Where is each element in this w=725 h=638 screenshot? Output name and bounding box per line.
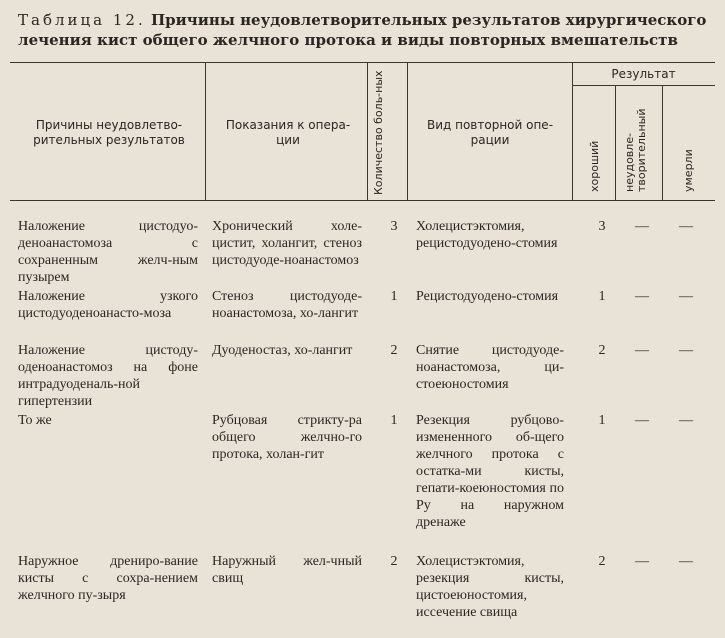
row-5-indication: Наружный жел-чный свищ	[212, 554, 362, 586]
row-5-count: 2	[390, 554, 398, 569]
row-4-died: —	[679, 413, 693, 428]
row-5-intervention: Холецистэктомия, резекция кисты, цистоеюностомия, иссечение свища	[416, 554, 564, 620]
row-5-unsatisfactory: —	[635, 554, 649, 569]
header-divider	[407, 62, 408, 200]
row-2-died: —	[679, 289, 693, 304]
header-died: умерли	[682, 149, 695, 192]
header-intervention: Вид повторной опе-рации	[426, 118, 554, 147]
row-4-indication: Рубцовая стрикту-ра общего желчно-го протока, холан-гит	[212, 413, 362, 462]
table-caption-label: Таблица 12.	[18, 11, 146, 29]
table-top-rule	[10, 62, 715, 63]
header-bottom-rule	[10, 200, 715, 201]
row-1-good: 3	[598, 219, 606, 234]
header-divider	[615, 85, 616, 200]
row-1-count: 3	[390, 219, 398, 234]
row-1-died: —	[679, 219, 693, 234]
row-2-indication: Стеноз цистодуоде-ноанастомоза, хо-лангит	[212, 289, 362, 321]
row-4-intervention: Резекция рубцово-измененного об-щего желчного протока с остатка-ми кисты, гепати-коеюностомия по Ру на наружном дренаже	[416, 413, 564, 530]
row-3-unsatisfactory: —	[635, 343, 649, 358]
header-divider	[572, 62, 573, 200]
row-3-cause: Наложение цистоду-оденоанастомоз на фоне интрадуоденаль-ной гипертензии	[18, 343, 198, 409]
row-5-cause: Наружное дрениро-вание кисты с сохра-нением желчного пу-зыря	[18, 554, 198, 603]
header-divider	[205, 62, 206, 200]
row-3-count: 2	[390, 343, 398, 358]
header-result: Результат	[611, 67, 676, 81]
result-subheader-rule	[572, 85, 715, 86]
row-2-cause: Наложение узкого цистодуоденоанасто-моза	[18, 289, 198, 321]
row-2-unsatisfactory: —	[635, 289, 649, 304]
row-2-good: 1	[598, 289, 606, 304]
header-count: Количество боль-ных	[372, 70, 385, 195]
row-5-good: 2	[598, 554, 606, 569]
row-1-indication: Хронический холе-цистит, холангит, стеноз цистодуоде-ноанастомоз	[212, 219, 362, 268]
header-good: хороший	[588, 140, 601, 192]
row-2-count: 1	[390, 289, 398, 304]
row-4-cause: То же	[18, 413, 52, 428]
header-indication: Показания к опера-ции	[225, 118, 351, 147]
row-4-count: 1	[390, 413, 398, 428]
row-3-indication: Дуоденостаз, хо-лангит	[212, 343, 353, 358]
row-3-intervention: Снятие цистодуоде-ноанастомоза, ци-стоеюностомия	[416, 343, 564, 392]
header-divider	[662, 85, 663, 200]
row-1-cause: Наложение цистодуо-деноанастомоза с сохраненным желч-ным пузырем	[18, 219, 198, 285]
row-4-unsatisfactory: —	[635, 413, 649, 428]
row-1-intervention: Холецистэктомия, рецистодуодено-стомия	[416, 219, 558, 251]
row-5-died: —	[679, 554, 693, 569]
row-3-good: 2	[598, 343, 606, 358]
header-unsatisfactory: неудовле-творительный	[623, 108, 648, 192]
row-4-good: 1	[598, 413, 606, 428]
table-caption-title: Причины неудовлетворительных результатов хирургического лечения кист общего желчного протока и виды повторных вмешательств	[18, 11, 707, 49]
row-1-unsatisfactory: —	[635, 219, 649, 234]
row-3-died: —	[679, 343, 693, 358]
header-cause: Причины неудовлетво-рительных результатов	[33, 118, 185, 147]
header-divider	[367, 62, 368, 200]
table-caption	[18, 10, 708, 50]
row-2-intervention: Рецистодуодено-стомия	[416, 289, 559, 304]
